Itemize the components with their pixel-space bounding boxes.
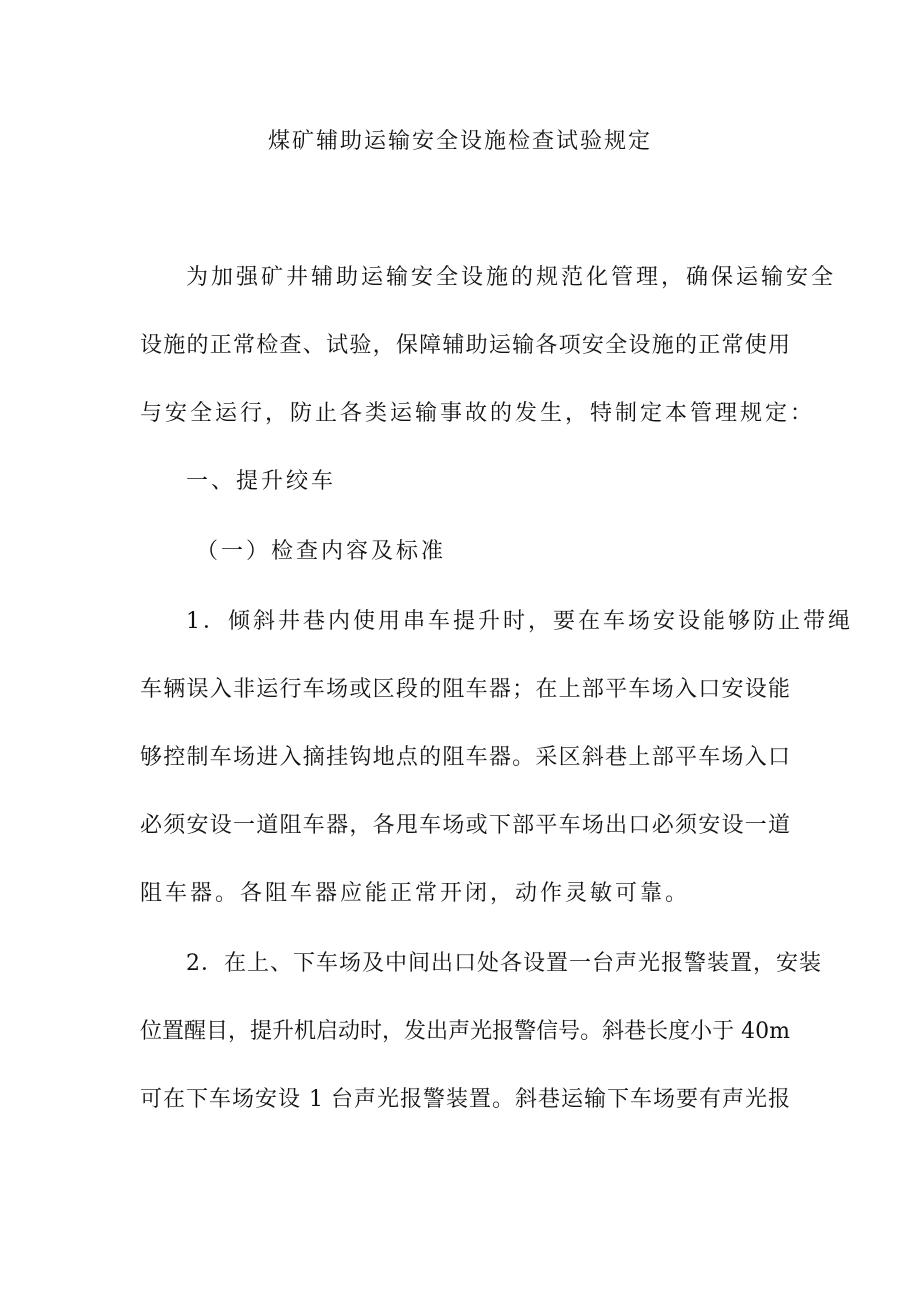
section-heading: 一、提升绞车 xyxy=(186,469,337,494)
intro-line-2: 设施的正常检查、试验，保障辅助运输各项安全设施的正常使用 xyxy=(140,333,790,358)
item2-line-3: 可在下车场安设 1 台声光报警装置。斜巷运输下车场要有声光报 xyxy=(140,1087,790,1112)
document-title: 煤矿辅助运输安全设施检查试验规定 xyxy=(267,129,652,154)
item2-line-1: 2．在上、下车场及中间出口处各设置一台声光报警装置，安装 xyxy=(186,951,822,976)
item1-line-4: 必须安设一道阻车器，各甩车场或下部平车场出口必须安设一道 xyxy=(140,813,790,838)
item1-line-3: 够控制车场进入摘挂钩地点的阻车器。采区斜巷上部平车场入口 xyxy=(140,745,790,770)
item1-line-2: 车辆误入非运行车场或区段的阻车器；在上部平车场入口安设能 xyxy=(140,677,790,702)
intro-line-3: 与安全运行，防止各类运输事故的发生，特制定本管理规定： xyxy=(140,401,816,426)
intro-line-1: 为加强矿井辅助运输安全设施的规范化管理，确保运输安全 xyxy=(186,265,837,290)
item2-line-2: 位置醒目，提升机启动时，发出声光报警信号。斜巷长度小于 40m xyxy=(140,1019,790,1044)
item1-line-1: 1．倾斜井巷内使用串车提升时，要在车场安设能够防止带绳 xyxy=(186,609,853,634)
item1-line-5: 阻车器。各阻车器应能正常开闭，动作灵敏可靠。 xyxy=(140,881,691,906)
subsection-heading: （一）检查内容及标准 xyxy=(196,539,447,564)
